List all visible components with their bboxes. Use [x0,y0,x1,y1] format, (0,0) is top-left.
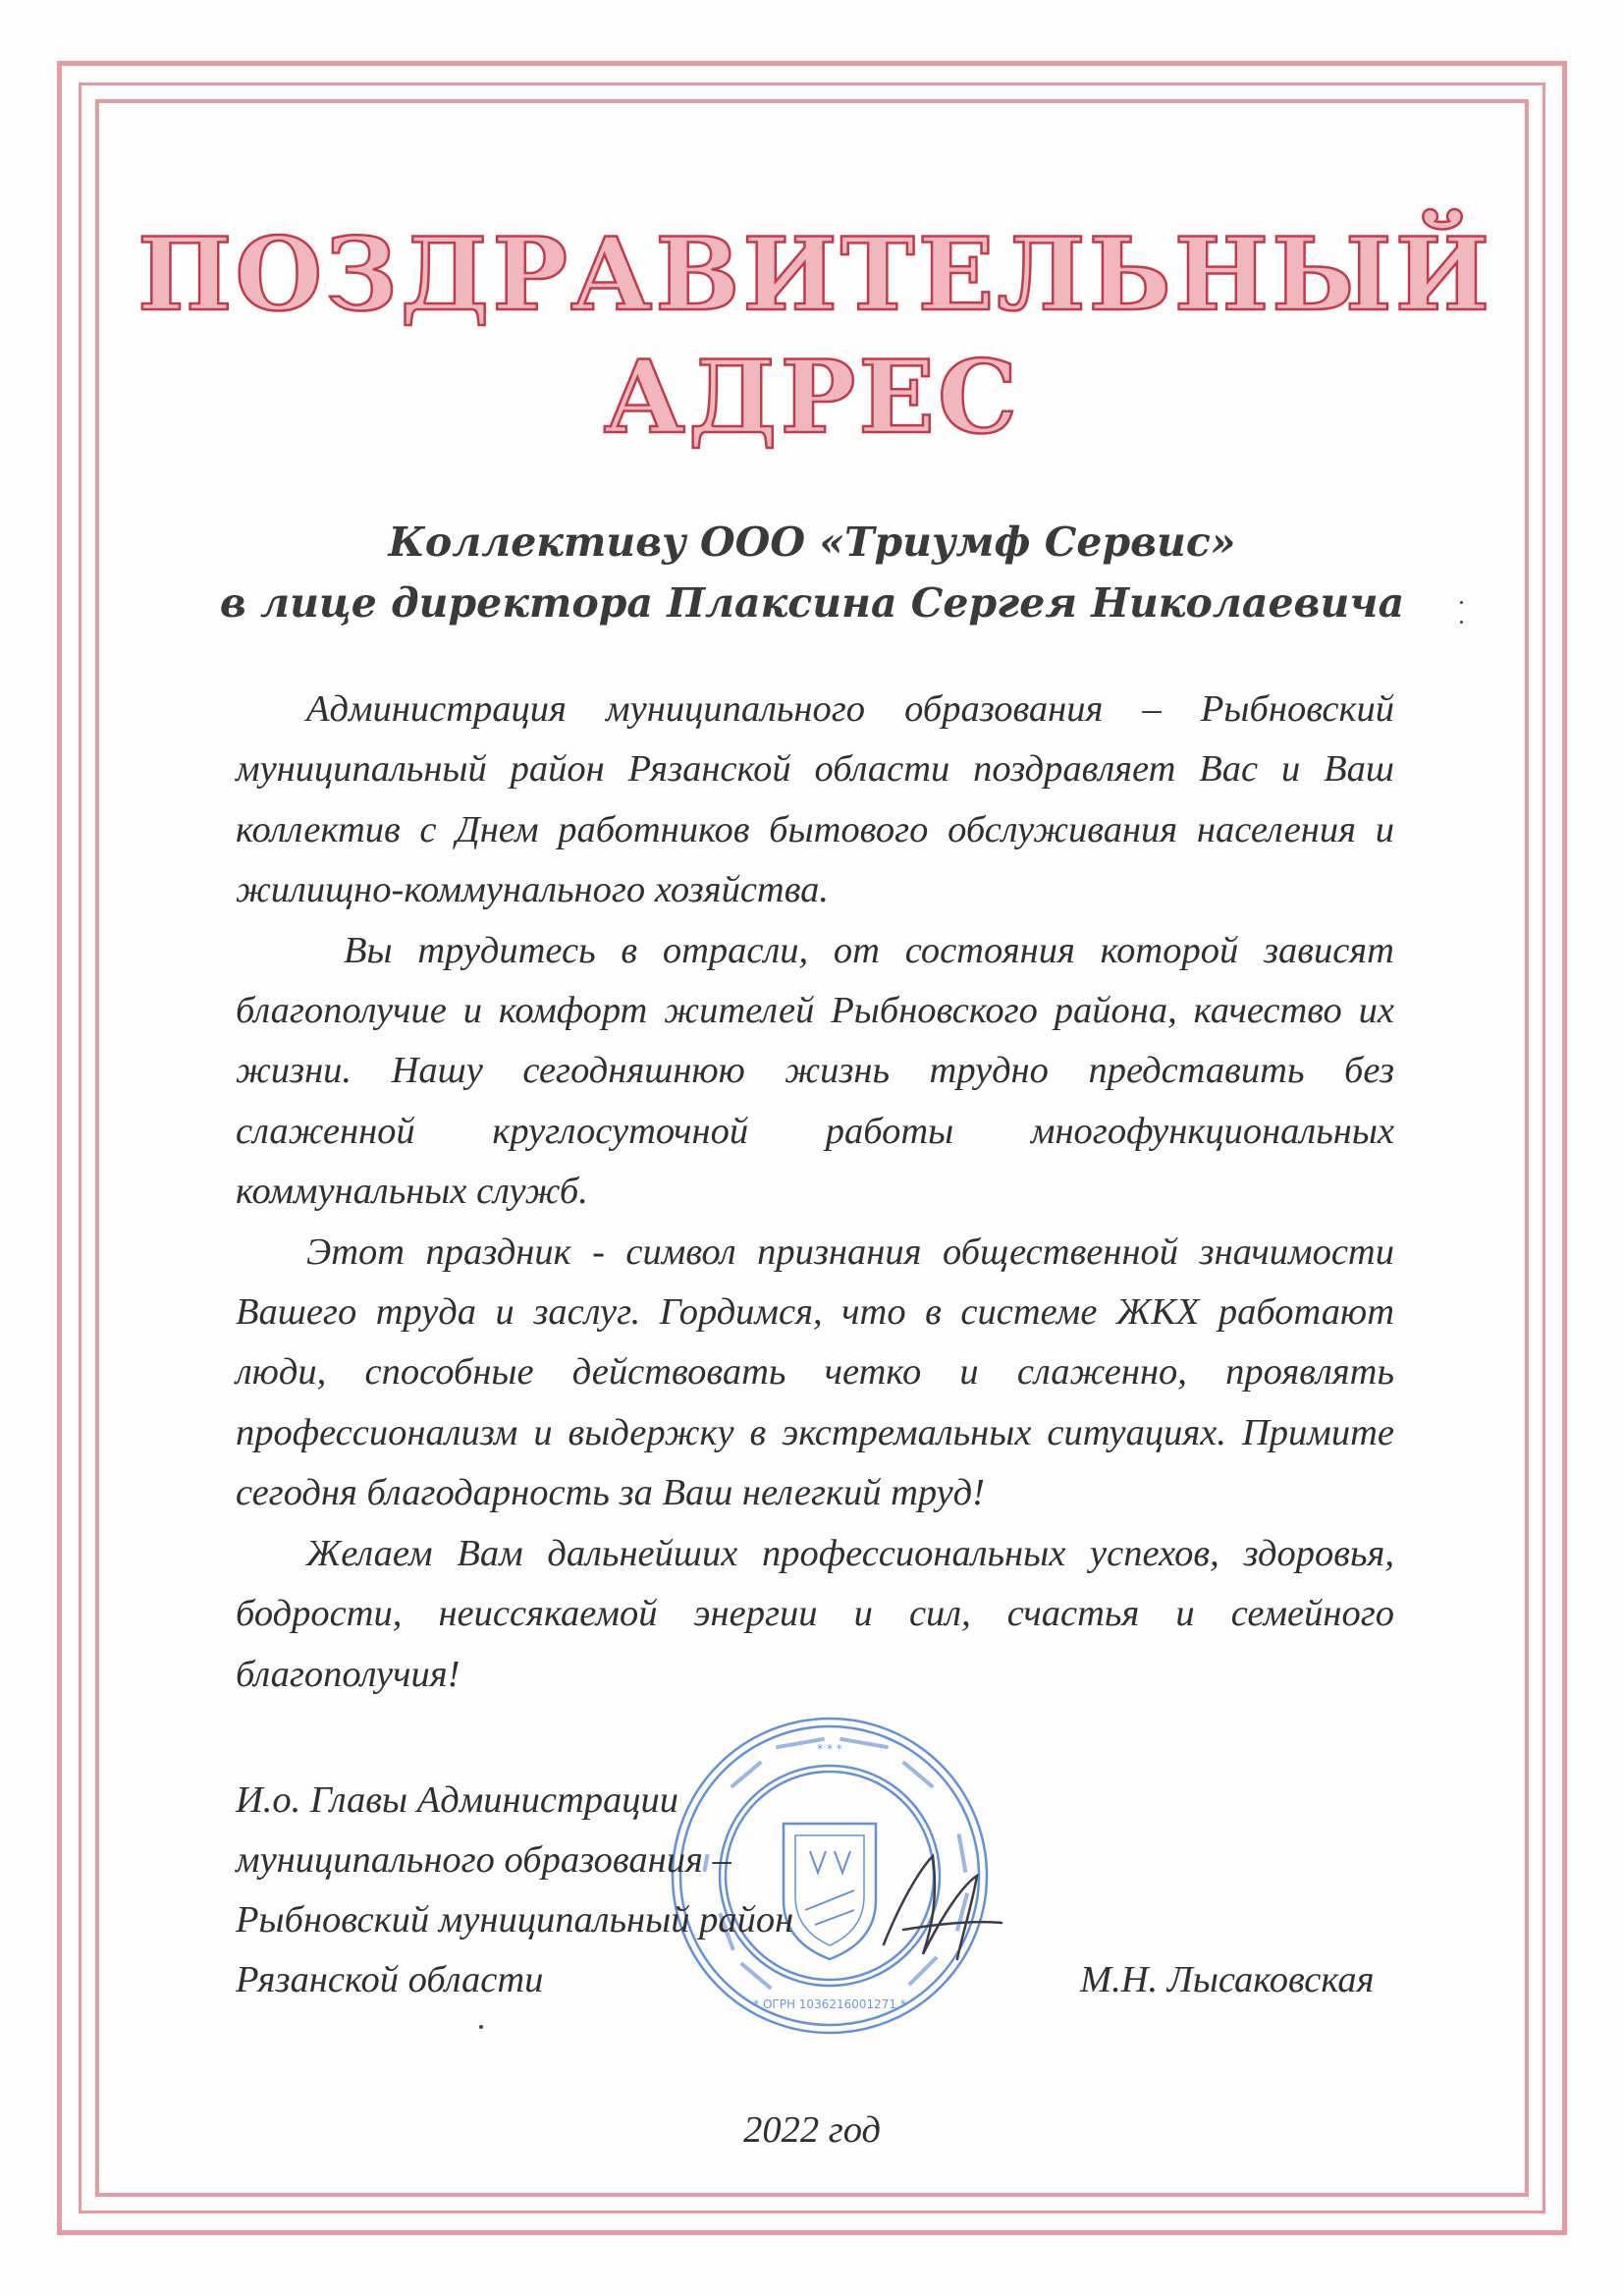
svg-text:* ОГРН 1036216001271 *: * ОГРН 1036216001271 * [753,1997,906,2011]
document-year: 2022 год [743,2109,881,2151]
signer-line-3: Рыбновский муниципальный район [236,1899,794,1941]
signer-line-4: Рязанской области [236,1959,544,2000]
document-title-line2: АДРЕС [603,339,1021,457]
congratulation-body [236,680,1394,1705]
scan-speck [479,2025,483,2029]
document-title-line1: ПОЗДРАВИТЕЛЬНЫЙ [137,216,1493,334]
addressee-line1: Коллективу ООО «Триумф Сервис» [388,519,1236,566]
scan-speck [1460,621,1463,624]
body-paragraph-4: Желаем Вам дальнейших профессиональных успехов, здоровья, бодрости, неиссякаемой энергии и сил, счастья и семейного благополучия! [236,1532,1394,1695]
body-paragraph-1: Администрация муниципального образования – Рыбновский муниципальный район Рязанской области поздравляет Вас и Ваш коллектив с Днем работников бытового обслуживания населения и жилищно-коммунального хозяйства. [236,688,1394,911]
addressee-line2: в лице директора Плаксина Сергея Николаевича [219,579,1405,627]
body-paragraph-3: Этот праздник - символ признания общественной значимости Вашего труда и заслуг. Гордимся, что в системе ЖКХ работают люди, способные действовать четко и слаженно, проявлять профессионализм и выдержку в экстремальных ситуациях. Примите сегодня благодарность за Ваш нелегкий труд! [236,1230,1394,1514]
signer-line-2: муниципального образования – [236,1839,731,1881]
signer-title-block [236,1771,793,2010]
body-paragraph-2: Вы трудитесь в отрасли, от состояния которой зависят благополучие и комфорт жителей Рыбновского района, качество их жизни. Нашу сегодняшнюю жизнь трудно представить без слаженной круглосуточной работы многофункциональных коммунальных служб. [236,929,1394,1213]
svg-text:* * *: * * * [817,1742,842,1756]
signer-line-1: И.о. Главы Администрации [236,1779,679,1821]
signer-name: М.Н. Лысаковская [1080,1959,1375,2000]
handwritten-signature-icon [864,1836,1011,1974]
scan-speck [1460,601,1463,604]
